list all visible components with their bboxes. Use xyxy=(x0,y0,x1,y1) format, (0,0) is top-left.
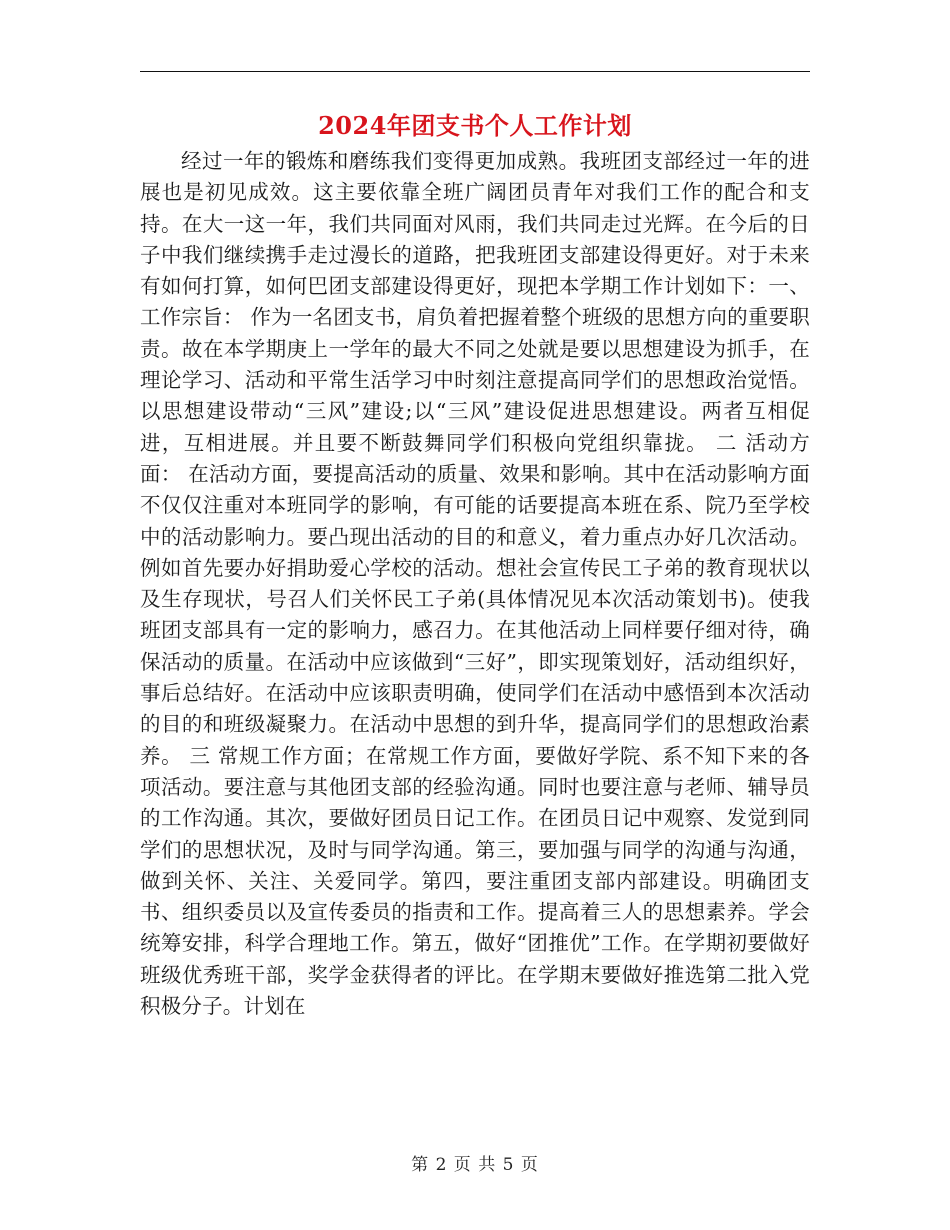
document-title: 2024年团支书个人工作计划 xyxy=(318,111,632,140)
document-body: 经过一年的锻炼和磨练我们变得更加成熟。我班团支部经过一年的进展也是初见成效。这主要依靠全班广阔团员青年对我们工作的配合和支持。在大一这一年，我们共同面对风雨，我们共同走过光辉。在今后的日子中我们继续携手走过漫长的道路，把我班团支部建设得更好。对于未来有如何打算，如何巴团支部建设得更好，现把本学期工作计划如下：一、工作宗旨： 作为一名团支书，肩负着把握着整个班级的思想方向的重要职责。故在本学期庚上一学年的最大不同之处就是要以思想建设为抓手，在理论学习、活动和平常生活学习中时刻注意提高同学们的思想政治觉悟。以思想建设带动“三风”建设;以“三风”建设促进思想建设。两者互相促进，互相进展。并且要不断鼓舞同学们积极向党组织靠拢。 二 活动方面： 在活动方面，要提高活动的质量、效果和影响。其中在活动影响方面不仅仅注重对本班同学的影响，有可能的话要提高本班在系、院乃至学校中的活动影响力。要凸现出活动的目的和意义，着力重点办好几次活动。例如首先要办好捐助爱心学校的活动。想社会宣传民工子弟的教育现状以及生存现状，号召人们关怀民工子弟(具体情况见本次活动策划书)。使我班团支部具有一定的影响力，感召力。在其他活动上同样要仔细对待，确保活动的质量。在活动中应该做到“三好”，即实现策划好，活动组织好，事后总结好。在活动中应该职责明确，使同学们在活动中感悟到本次活动的目的和班级凝聚力。在活动中思想的到升华，提高同学们的思想政治素养。 三 常规工作方面；在常规工作方面，要做好学院、系不知下来的各项活动。要注意与其他团支部的经验沟通。同时也要注意与老师、辅导员的工作沟通。其次，要做好团员日记工作。在团员日记中观察、发觉到同学们的思想状况，及时与同学沟通。第三，要加强与同学的沟通与沟通，做到关怀、关注、关爱同学。第四，要注重团支部内部建设。明确团支书、组织委员以及宣传委员的指责和工作。提高着三人的思想素养。学会统筹安排，科学合理地工作。第五，做好“团推优”工作。在学期初要做好班级优秀班干部，奖学金获得者的评比。在学期末要做好推选第二批入党积极分子。计划在 xyxy=(140,149,810,1019)
header-rule xyxy=(140,71,810,72)
page-number-footer: 第 2 页 共 5 页 xyxy=(411,1155,539,1175)
